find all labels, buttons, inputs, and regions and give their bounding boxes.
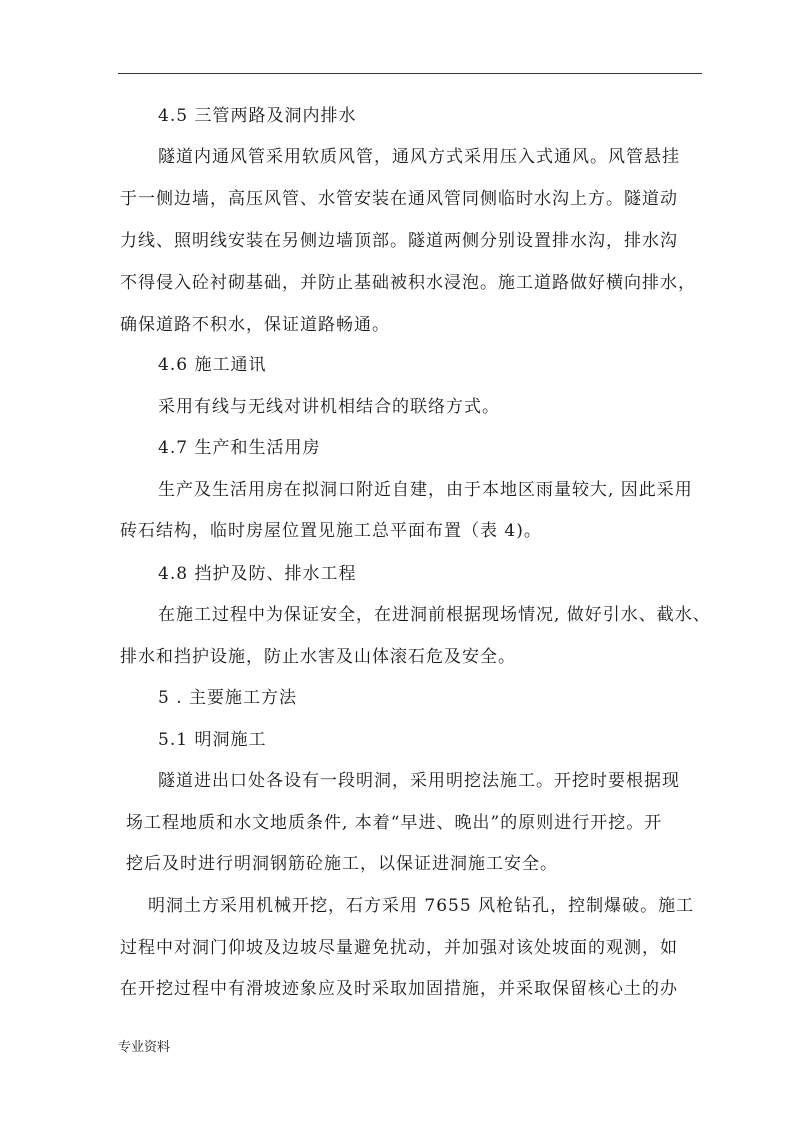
section-heading-5-1: 5.1 明洞施工 xyxy=(158,730,267,750)
paragraph-line: 挖后及时进行明洞钢筋砼施工，以保证进洞施工安全。 xyxy=(126,854,558,874)
section-heading-4-6: 4.6 施工通讯 xyxy=(158,355,267,375)
section-heading-5: 5 . 主要施工方法 xyxy=(158,688,298,708)
paragraph-line: 采用有线与无线对讲机相结合的联络方式。 xyxy=(158,397,500,417)
section-heading-4-5: 4.5 三管两路及洞内排水 xyxy=(158,106,357,126)
paragraph-line: 明洞土方采用机械开挖，石方采用 7655 风枪钻孔，控制爆破。施工 xyxy=(148,896,695,916)
footer-label: 专业资料 xyxy=(118,1040,171,1055)
paragraph-line: 生产及生活用房在拟洞口附近自建，由于本地区雨量较大, 因此采用 xyxy=(158,480,693,500)
paragraph-line: 砖石结构，临时房屋位置见施工总平面布置（表 4)。 xyxy=(120,521,542,541)
paragraph-line: 隧道进出口处各设有一段明洞，采用明挖法施工。开挖时要根据现 xyxy=(158,771,680,791)
paragraph-line: 排水和挡护设施，防止水害及山体滚石危及安全。 xyxy=(120,647,516,667)
paragraph-line: 在施工过程中为保证安全，在进洞前根据现场情况, 做好引水、截水、 xyxy=(158,605,711,625)
section-heading-4-7: 4.7 生产和生活用房 xyxy=(158,438,321,458)
paragraph-line: 隧道内通风管采用软质风管，通风方式采用压入式通风。风管悬挂 xyxy=(158,147,680,167)
paragraph-line: 于一侧边墙，高压风管、水管安装在通风管同侧临时水沟上方。隧道动 xyxy=(120,189,678,209)
paragraph-line: 确保道路不积水，保证道路畅通。 xyxy=(120,315,390,335)
paragraph-line: 力线、照明线安装在另侧边墙顶部。隧道两侧分别设置排水沟，排水沟 xyxy=(120,231,678,251)
paragraph-line: 场工程地质和水文地质条件, 本着“早进、晚出”的原则进行开挖。开 xyxy=(126,813,663,833)
header-rule xyxy=(118,73,702,74)
paragraph-line: 不得侵入砼衬砌基础，并防止基础被积水浸泡。施工道路做好横向排水， xyxy=(120,273,696,293)
paragraph-line: 在开挖过程中有滑坡迹象应及时采取加固措施，并采取保留核心土的办 xyxy=(120,979,678,999)
section-heading-4-8: 4.8 挡护及防、排水工程 xyxy=(158,564,357,584)
paragraph-line: 过程中对洞门仰坡及边坡尽量避免扰动，并加强对该处坡面的观测，如 xyxy=(120,938,678,958)
